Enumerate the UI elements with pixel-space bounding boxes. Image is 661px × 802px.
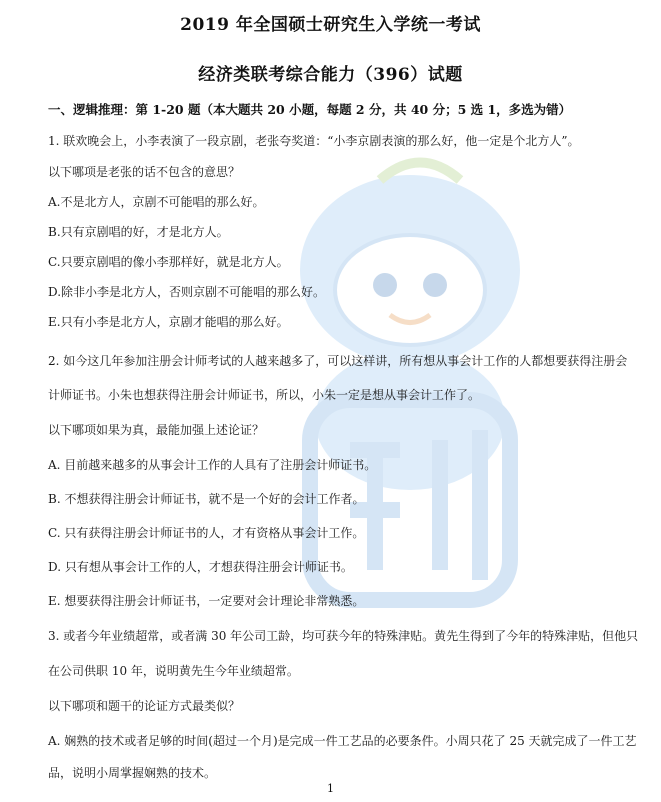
q3-option-a-line2: 品，说明小周掌握娴熟的技术。 <box>48 766 217 780</box>
exam-subtitle: 经济类联考综合能力（396）试题 <box>198 65 463 85</box>
q1-option-a: A.不是北方人，京剧不可能唱的那么好。 <box>48 195 265 209</box>
q2-option-d: D. 只有想从事会计工作的人，才想获得注册会计师证书。 <box>48 560 353 574</box>
q2-option-b: B. 不想获得注册会计师证书，就不是一个好的会计工作者。 <box>48 492 365 506</box>
q2-option-e: E. 想要获得注册会计师证书，一定要对会计理论非常熟悉。 <box>48 594 365 608</box>
q1-stem: 1. 联欢晚会上，小李表演了一段京剧，老张夸奖道：“小李京剧表演的那么好，他一定是个北方人”。 <box>48 134 580 148</box>
q3-prompt: 以下哪项和题干的论证方式最类似？ <box>48 699 241 713</box>
q2-prompt: 以下哪项如果为真，最能加强上述论证？ <box>48 423 265 437</box>
q1-option-b: B.只有京剧唱的好，才是北方人。 <box>48 225 229 239</box>
q2-stem-line1: 2. 如今这几年参加注册会计师考试的人越来越多了，可以这样讲，所有想从事会计工作的人都想要获得注册会 <box>48 354 628 368</box>
q3-stem-line2: 在公司供职 10 年，说明黄先生今年业绩超常。 <box>48 664 299 678</box>
page-number: 1 <box>327 782 334 795</box>
q2-option-a: A. 目前越来越多的从事会计工作的人具有了注册会计师证书。 <box>48 458 377 472</box>
mascot-watermark-icon <box>270 150 560 620</box>
exam-title: 2019 年全国硕士研究生入学统一考试 <box>180 15 481 35</box>
section-heading: 一、逻辑推理：第 1-20 题（本大题共 20 小题，每题 2 分，共 40 分；5 选 1，多选为错） <box>48 102 572 117</box>
q3-option-a-line1: A. 娴熟的技术或者足够的时间(超过一个月)是完成一件工艺品的必要条件。小周只花了 25 天就完成了一件工艺 <box>48 734 637 748</box>
q1-prompt: 以下哪项是老张的话不包含的意思？ <box>48 165 241 179</box>
q2-stem-line2: 计师证书。小朱也想获得注册会计师证书，所以，小朱一定是想从事会计工作了。 <box>48 388 481 402</box>
q3-stem-line1: 3. 或者今年业绩超常，或者满 30 年公司工龄，均可获今年的特殊津贴。黄先生得到了今年的特殊津贴，但他只 <box>48 629 639 643</box>
q1-option-c: C.只要京剧唱的像小李那样好，就是北方人。 <box>48 255 289 269</box>
q1-option-e: E.只有小李是北方人，京剧才能唱的那么好。 <box>48 315 289 329</box>
q2-option-c: C. 只有获得注册会计师证书的人，才有资格从事会计工作。 <box>48 526 365 540</box>
q1-option-d: D.除非小李是北方人，否则京剧不可能唱的那么好。 <box>48 285 326 299</box>
